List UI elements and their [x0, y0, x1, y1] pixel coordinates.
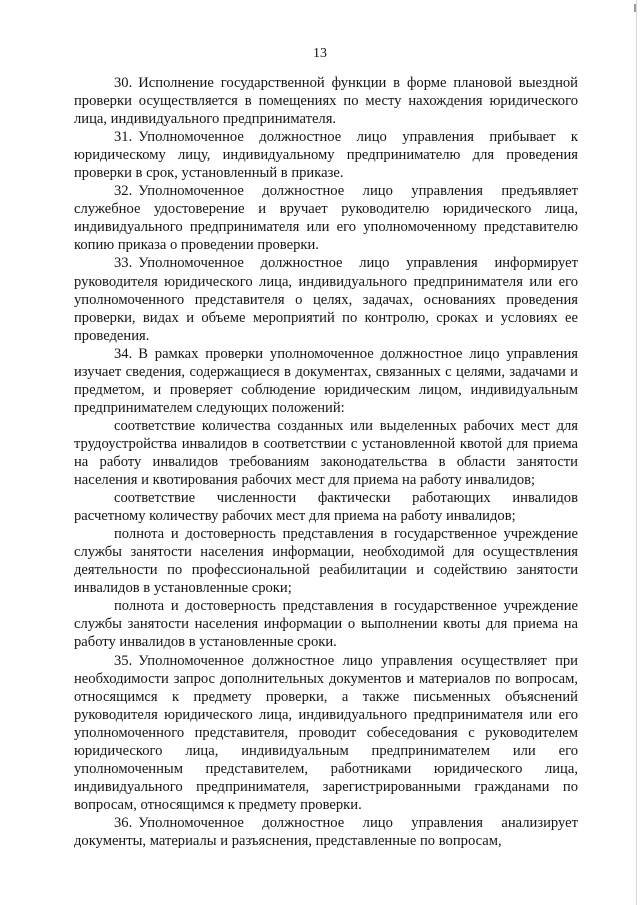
paragraph-number: 34. [114, 345, 133, 362]
document-body [74, 74, 578, 850]
paragraph-number: 35. [114, 652, 133, 669]
paragraph-number: 32. [114, 183, 133, 200]
paragraph-number: 30. [114, 75, 133, 91]
paragraph-32 [74, 182, 578, 254]
paragraph-35 [74, 652, 578, 814]
scan-edge-mark [634, 4, 636, 12]
paragraph-text: полнота и достоверность представления в государственное учреждение службы занятости населения информации о выполнении квоты для приема на работу инвалидов в установленные сроки. [74, 598, 578, 651]
paragraph-text: В рамках проверки уполномоченное должностное лицо управления изучает сведения, содержащиеся в документах, связанных с целями, задачами и предметом, и проверяет соблюдение юридическим лицом, индивидуальным предпринимателем следующих положений: [74, 345, 578, 416]
paragraph-text: Уполномоченное должностное лицо управления информирует руководителя юридического лица, индивидуального предпринимателя или его уполномоченного представителя о целях, задачах, основаниях проведения проверки, видах и объеме мероприятий по контролю, сроках и условиях ее проведения. [74, 255, 578, 344]
list-item-quota-information [74, 597, 578, 651]
list-item-quota-compliance [74, 417, 578, 489]
page-number: 13 [313, 46, 327, 61]
paragraph-36 [74, 814, 578, 850]
paragraph-number: 36. [114, 814, 133, 831]
paragraph-30 [74, 74, 578, 128]
paragraph-number: 31. [114, 129, 133, 146]
paragraph-text: соответствие количества созданных или выделенных рабочих мест для трудоустройства инвалидов в соответствии с установленной квотой для приема на работу инвалидов требованиям законодательства в области занятости населения и квотирования рабочих мест для приема на работу инвалидов; [74, 417, 578, 489]
paragraph-text: Уполномоченное должностное лицо управления осуществляет при необходимости запрос дополнительных документов и материалов по вопросам, относящимся к предмету проверки, а также письменных объяснений руководителя юридического лица, индивидуального предпринимателя или его уполномоченного представителя, проводит собеседования с руководителем юридического лица, индивидуальным предпринимателем или его уполномоченным представителем, работниками юридического лица, индивидуального предпринимателя, зарегистрированными гражданами по вопросам, относящимся к предмету проверки. [74, 652, 578, 813]
scan-edge-line [636, 0, 637, 905]
paragraph-text: соответствие численности фактически работающих инвалидов расчетному количеству рабочих мест для приема на работу инвалидов; [74, 490, 578, 525]
paragraph-34 [74, 345, 578, 417]
paragraph-31 [74, 128, 578, 182]
paragraph-number: 33. [114, 255, 133, 272]
paragraph-text: полнота и достоверность представления в государственное учреждение службы занятости населения информации, необходимой для осуществления деятельности по профессиональной реабилитации и содействию занятости инвалидов в установленные сроки; [74, 526, 578, 597]
paragraph-33 [74, 254, 578, 344]
paragraph-text: Уполномоченное должностное лицо управления анализирует документы, материалы и разъяснения, представленные по вопросам, [74, 814, 578, 849]
paragraph-text: Уполномоченное должностное лицо управления предъявляет служебное удостоверение и вручает руководителю юридического лица, индивидуального предпринимателя или его уполномоченному представителю копию приказа о проведении проверки. [74, 183, 578, 254]
paragraph-text: Уполномоченное должностное лицо управления прибывает к юридическому лицу, индивидуальному предпринимателю для проведения проверки в срок, установленный в приказе. [74, 129, 578, 182]
paragraph-text: Исполнение государственной функции в форме плановой выездной проверки осуществляется в помещениях по месту нахождения юридического лица, индивидуального предпринимателя. [74, 75, 578, 128]
list-item-headcount-compliance [74, 489, 578, 525]
list-item-rehab-information [74, 525, 578, 597]
